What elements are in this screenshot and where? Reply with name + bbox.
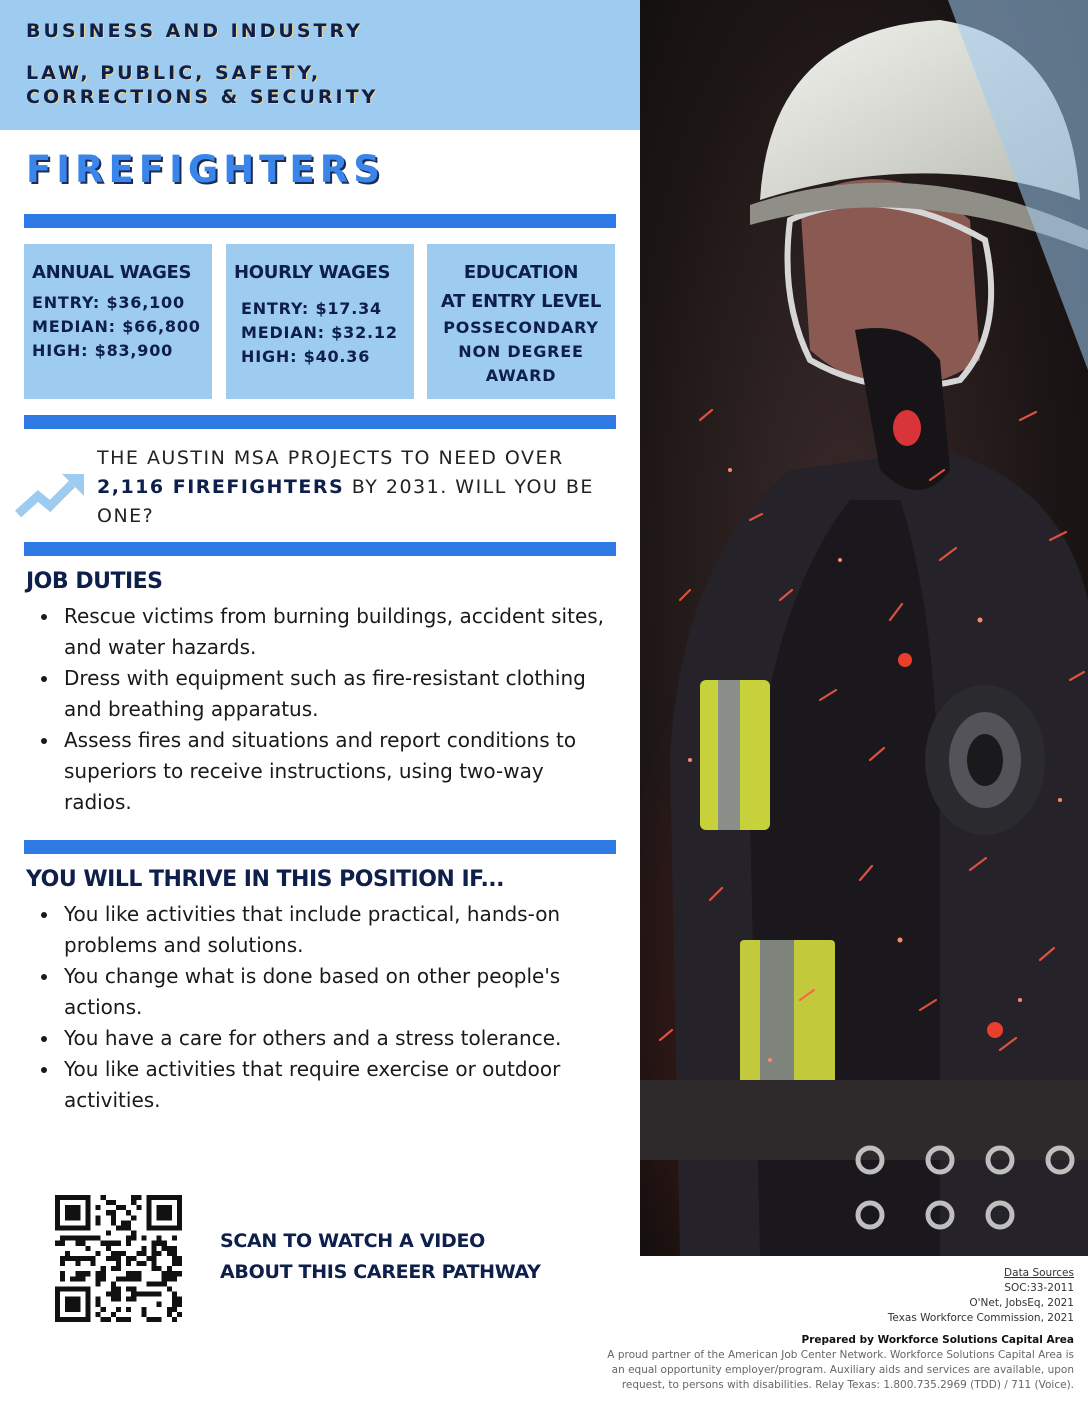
divider-rule xyxy=(24,214,616,228)
education-heading-2: AT ENTRY LEVEL xyxy=(440,291,602,312)
education-line-1: POSSECONDARY xyxy=(443,318,599,337)
sources-heading: Data Sources xyxy=(1004,1267,1074,1279)
list-item: Dress with equipment such as fire-resistant clothing and breathing apparatus. xyxy=(38,663,608,725)
annual-wages-heading: ANNUAL WAGES xyxy=(32,262,192,283)
scan-line-2: ABOUT THIS CAREER PATHWAY xyxy=(220,1261,541,1283)
annual-entry: ENTRY: $36,100 xyxy=(32,293,185,312)
education-line-3: AWARD xyxy=(485,366,557,385)
trend-up-arrow-icon xyxy=(12,470,86,522)
thrive-heading: YOU WILL THRIVE IN THIS POSITION IF... xyxy=(26,867,505,892)
hourly-wages-heading: HOURLY WAGES xyxy=(234,262,391,283)
projection-post: BY 2031. WILL YOU BE ONE? xyxy=(97,476,594,527)
projection-pre: THE AUSTIN MSA PROJECTS TO NEED OVER xyxy=(97,447,564,469)
divider-rule xyxy=(24,542,616,556)
hourly-wages-box xyxy=(226,244,414,399)
list-item: You like activities that require exercise or outdoor activities. xyxy=(38,1054,578,1116)
list-item: You change what is done based on other people's actions. xyxy=(38,961,578,1023)
qr-code-icon[interactable] xyxy=(55,1195,182,1322)
hourly-entry: ENTRY: $17.34 xyxy=(241,299,382,318)
list-item: You have a care for others and a stress tolerance. xyxy=(38,1023,578,1054)
education-box xyxy=(427,244,615,399)
job-duties-heading: JOB DUTIES xyxy=(26,569,163,594)
education-line-2: NON DEGREE xyxy=(458,342,584,361)
page-title: FIREFIGHTERS xyxy=(26,148,385,191)
footer-prepared xyxy=(604,1333,1074,1393)
category-label: BUSINESS AND INDUSTRY xyxy=(26,20,363,42)
scan-cta xyxy=(220,1226,541,1288)
hourly-median: MEDIAN: $32.12 xyxy=(241,323,398,342)
sources-line-2: O'Net, JobsEq, 2021 xyxy=(969,1297,1074,1309)
sources-line-1: SOC:33-2011 xyxy=(1004,1282,1074,1294)
firefighter-photo xyxy=(640,0,1088,1256)
annual-median: MEDIAN: $66,800 xyxy=(32,317,201,336)
education-heading-1: EDUCATION xyxy=(463,262,579,283)
hourly-high: HIGH: $40.36 xyxy=(241,347,371,366)
annual-wages-box xyxy=(24,244,212,399)
list-item: Rescue victims from burning buildings, accident sites, and water hazards. xyxy=(38,601,608,663)
annual-high: HIGH: $83,900 xyxy=(32,341,174,360)
cluster-line-1: LAW, PUBLIC, SAFETY, xyxy=(26,62,322,84)
data-sources xyxy=(888,1266,1074,1326)
job-duties-list xyxy=(38,601,608,818)
list-item: You like activities that include practical, hands-on problems and solutions. xyxy=(38,899,578,961)
list-item: Assess fires and situations and report conditions to superiors to receive instructions, using two-way radios. xyxy=(38,725,608,818)
thrive-list xyxy=(38,899,578,1116)
projection-text xyxy=(97,444,617,531)
cluster-line-2: CORRECTIONS & SECURITY xyxy=(26,86,379,108)
divider-rule xyxy=(24,415,616,429)
divider-rule xyxy=(24,840,616,854)
prepared-by: Prepared by Workforce Solutions Capital Area xyxy=(801,1334,1074,1346)
scan-line-1: SCAN TO WATCH A VIDEO xyxy=(220,1230,486,1252)
sources-line-3: Texas Workforce Commission, 2021 xyxy=(887,1312,1074,1324)
footer-disclaimer: A proud partner of the American Job Center Network. Workforce Solutions Capital Area is an equal opportunity employer/program. Auxiliary aids and services are available, upon request, to persons with disabilities. Relay Texas: 1.800.735.2969 (TDD) / 711 (Voice). xyxy=(607,1349,1074,1391)
projection-count: 2,116 FIREFIGHTERS xyxy=(97,476,345,498)
